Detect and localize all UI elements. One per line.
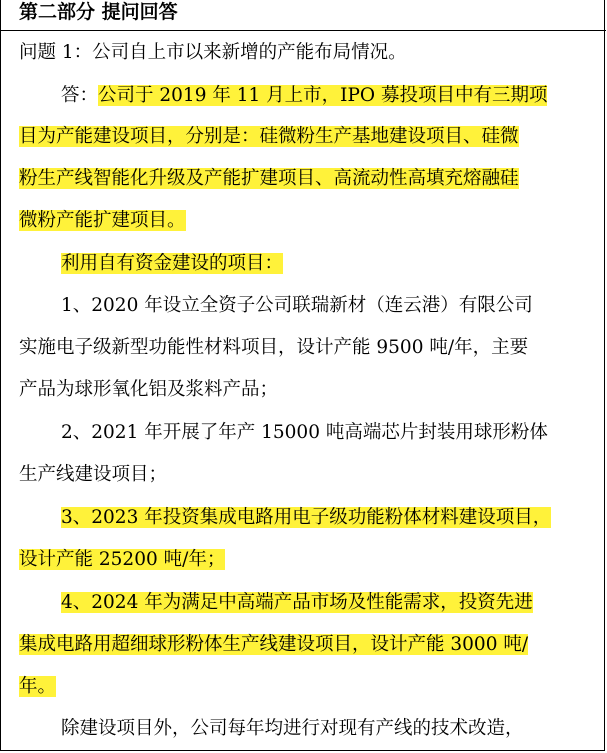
question-text: 问题 1：公司自上市以来新增的产能布局情况。 [19, 42, 407, 63]
item3-line-1 [61, 505, 551, 531]
section-heading: 第二部分 提问回答 [19, 1, 178, 23]
item4-line-3 [19, 674, 56, 700]
item4-line-2 [19, 632, 528, 658]
answer-text: 目为产能建设项目，分别是：硅微粉生产基地建设项目、硅微 [19, 126, 519, 147]
item4-text: 年。 [19, 676, 57, 697]
item2-line-1: 2、2021 年开展了年产 15000 吨高端芯片封装用球形粉体 [61, 422, 548, 443]
item4-line-1 [61, 590, 533, 616]
closing-paragraph: 除建设项目外，公司每年均进行对现有产线的技术改造， [61, 718, 524, 739]
item3-text: 3、2023 年投资集成电路用电子级功能粉体材料建设项目， [61, 507, 552, 528]
item1-line-3: 产品为球形氧化铝及浆料产品； [19, 379, 279, 400]
answer-text: 粉生产线智能化升级及产能扩建项目、高流动性高填充熔融硅 [19, 168, 519, 189]
item1-line-2: 实施电子级新型功能性材料项目，设计产能 9500 吨/年，主要 [19, 337, 529, 358]
answer-line-3 [19, 166, 519, 192]
answer-text: 公司于 2019 年 11 月上市，IPO 募投项目中有三期项 [98, 85, 548, 106]
item4-text: 4、2024 年为满足中高端产品市场及性能需求，投资先进 [61, 592, 533, 613]
answer-line-1 [61, 83, 547, 109]
answer-line-2 [19, 124, 519, 150]
item2-line-2: 生产线建设项目； [19, 464, 168, 485]
answer-prefix: 答： [61, 85, 99, 106]
self-funded-label: 利用自有资金建设的项目： [61, 253, 284, 274]
answer-line-4 [19, 208, 186, 234]
answer-text: 微粉产能扩建项目。 [19, 210, 186, 231]
item3-line-2 [19, 547, 225, 573]
item3-text: 设计产能 25200 吨/年； [19, 549, 226, 570]
item4-text: 集成电路用超细球形粉体生产线建设项目，设计产能 3000 吨/ [19, 634, 529, 655]
item1-line-1: 1、2020 年设立全资子公司联瑞新材（连云港）有限公司 [61, 295, 533, 316]
self-funded-heading [61, 251, 283, 277]
heading-divider [1, 30, 606, 31]
